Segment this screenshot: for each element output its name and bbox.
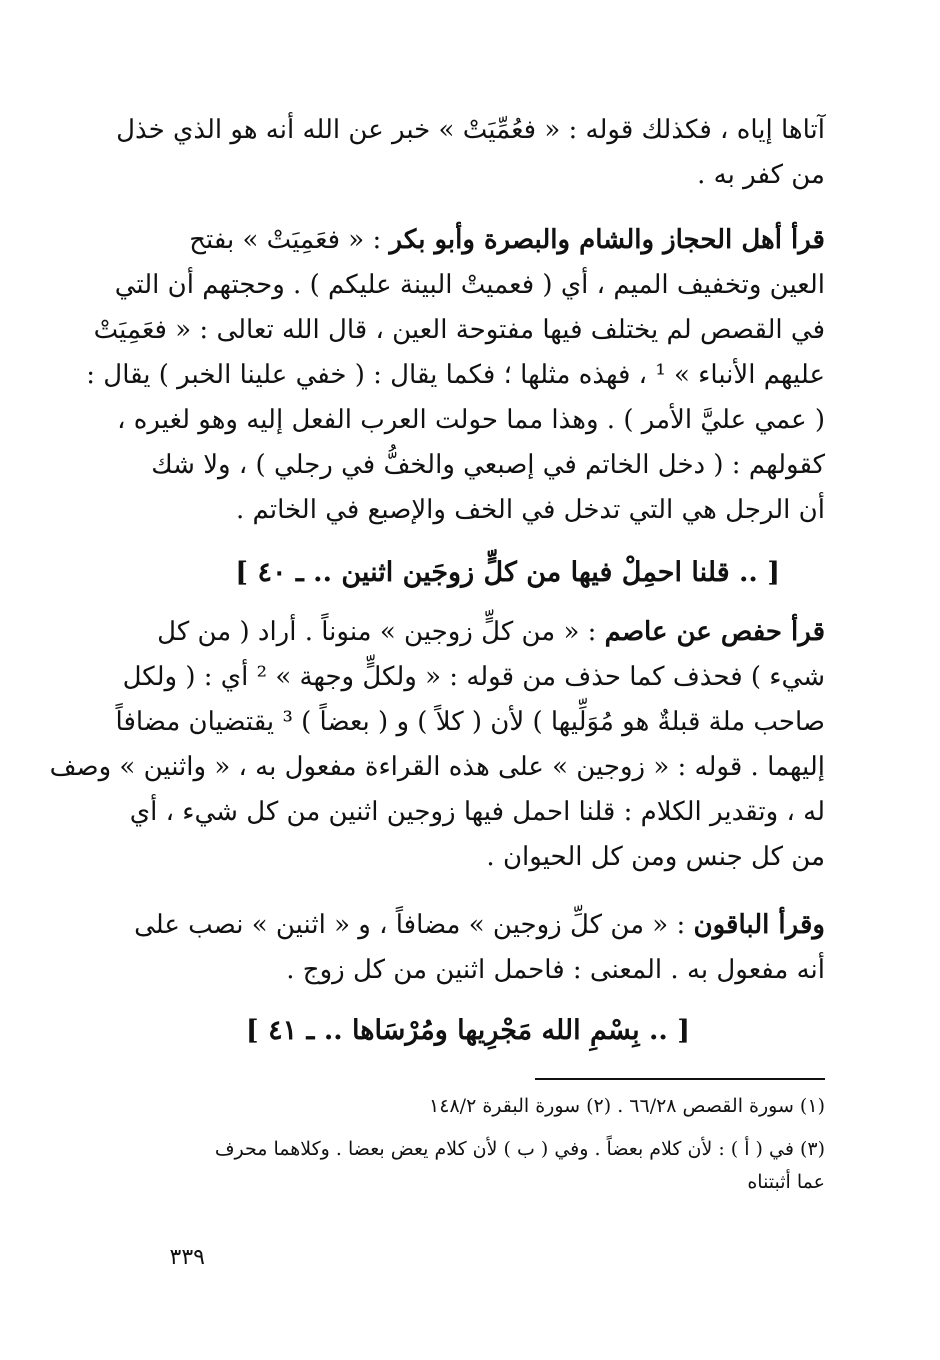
paragraph-line: صاحب ملة قبلةٌ هو مُوَلِّيها ) لأن ( كلاً ) و ( بعضاً ) ³ يقتضيان مضافاً (115, 707, 825, 737)
verse-heading-41: [ .. بِسْمِ الله مَجْرِيها ومُرْسَاها .. ـ ٤١ ] (245, 1015, 690, 1046)
page-number: ٣٣٩ (169, 1245, 205, 1270)
line-text: : « من كلٍّ زوجين » منوناً . أراد ( من كل (157, 617, 605, 647)
paragraph-line (155, 610, 825, 655)
reader-lead: قرأ أهل الحجاز والشام والبصرة وأبو بكر (389, 225, 825, 255)
paragraph-line: من كل جنس ومن كل الحيوان . (486, 842, 825, 872)
footnote-1-2: (١) سورة القصص ٦٦/٢٨ . (٢) سورة البقرة ١٤٨/٢ (429, 1095, 825, 1117)
paragraph-line (134, 903, 825, 948)
line-text: : « من كلِّ زوجين » مضافاً ، و « اثنين » نصب على (134, 910, 694, 940)
paragraph-line: إليهما . قوله : « زوجين » على هذه القراءة مفعول به ، « واثنين » وصف (49, 752, 825, 782)
paragraph-4 (134, 903, 825, 993)
paragraph-line: من كفر به . (697, 160, 825, 190)
paragraph-line: عليهم الأنباء » ¹ ، فهذه مثلها ؛ فكما يقال : ( خفي علينا الخبر ) يقال : (86, 360, 825, 390)
paragraph-line (155, 218, 825, 263)
paragraph-line: له ، وتقدير الكلام : قلنا احمل فيها زوجين اثنين من كل شيء ، أي (129, 797, 825, 827)
paragraph-2 (86, 218, 825, 533)
paragraph-line: كقولهم : ( دخل الخاتم في إصبعي والخفُّ في رجلي ) ، ولا شك (151, 450, 825, 480)
paragraph-3 (49, 610, 825, 880)
paragraph-line: أنه مفعول به . المعنى : فاحمل اثنين من كل زوج . (286, 955, 825, 985)
reader-lead: قرأ حفص عن عاصم (604, 617, 825, 647)
paragraph-line: شيء ) فحذف كما حذف من قوله : « ولكلٍّ وجهة » ² أي : ( ولكل (122, 662, 825, 692)
paragraph-line: آتاها إياه ، فكذلك قوله : « فعُمِّيَتْ » خبر عن الله أنه هو الذي خذل (116, 115, 825, 145)
footnote-divider (535, 1078, 825, 1080)
paragraph-line: في القصص لم يختلف فيها مفتوحة العين ، قال الله تعالى : « فعَمِيَتْ (93, 315, 825, 345)
verse-heading-40: [ .. قلنا احمِلْ فيها من كلٍّ زوجَين اثنين .. ـ ٤٠ ] (235, 557, 780, 588)
paragraph-line: أن الرجل هي التي تدخل في الخف والإصبع في الخاتم . (236, 495, 825, 525)
line-text: : « فعَمِيَتْ » بفتح (189, 225, 390, 255)
paragraph-line: العين وتخفيف الميم ، أي ( فعميتْ البينة عليكم ) . وحجتهم أن التي (114, 270, 825, 300)
footnote-3: (٣) في ( أ ) : لأن كلام بعضاً . وفي ( ب ) لأن كلام يعض بعضا . وكلاهما محرف (214, 1138, 825, 1160)
footnote-3-continued: عما أثبتناه (747, 1171, 825, 1193)
paragraph-1 (116, 108, 825, 198)
paragraph-line: ( عمي عليَّ الأمر ) . وهذا مما حولت العرب الفعل إليه وهو لغيره ، (117, 405, 825, 435)
reader-lead: وقرأ الباقون (693, 910, 825, 940)
